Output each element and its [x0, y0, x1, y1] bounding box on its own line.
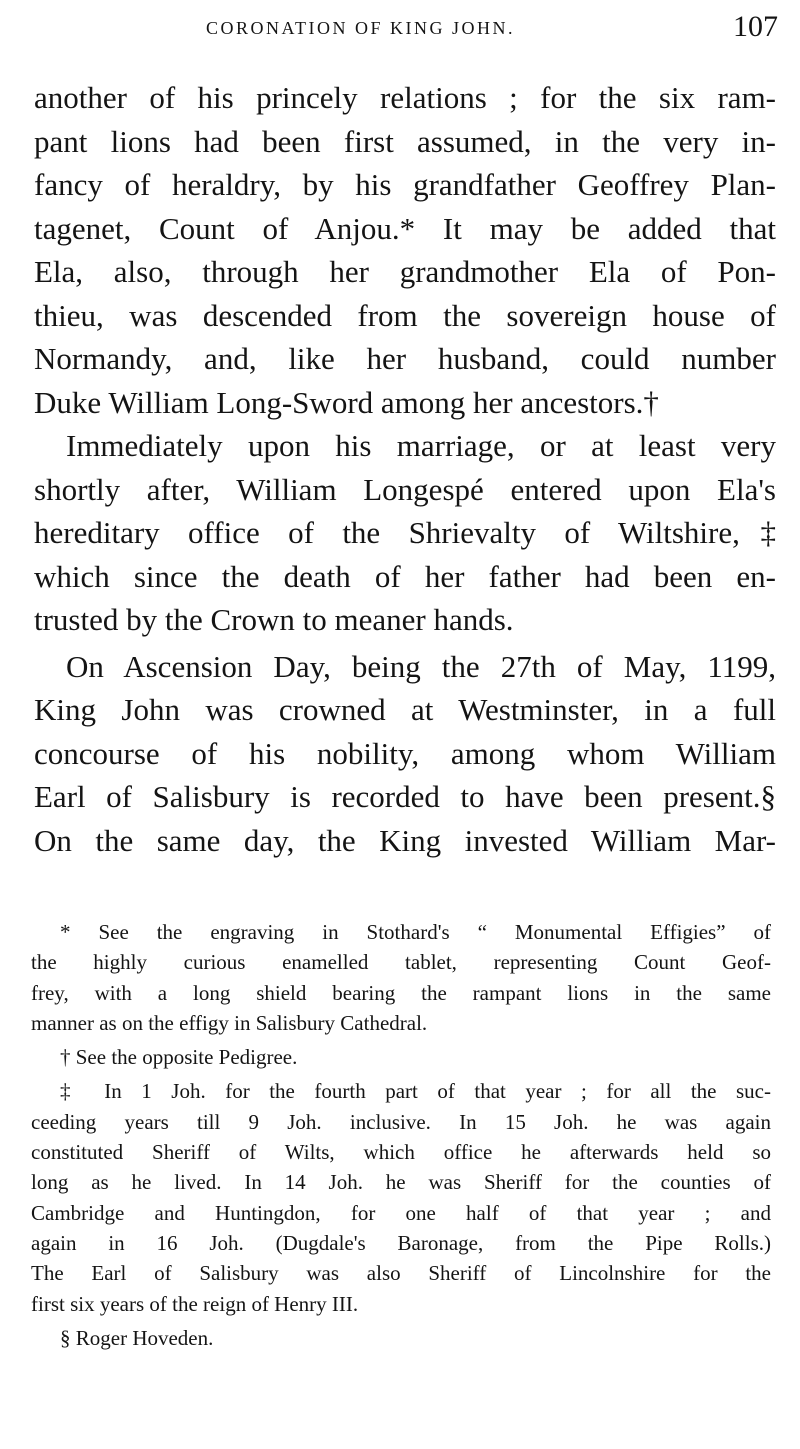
body-line: On the same day, the King invested William Mar- [34, 822, 776, 858]
footnote-line: the highly curious enamelled tablet, representing Count Geof- [31, 950, 771, 975]
body-line: King John was crowned at Westminster, in a full [34, 692, 776, 727]
body-line: Immediately upon his marriage, or at least very [66, 428, 776, 463]
footnote-line: † See the opposite Pedigree. [60, 1045, 298, 1070]
page-header [34, 8, 778, 44]
footnote-line: ‡ In 1 Joh. for the fourth part of that year ; for all the suc- [60, 1079, 771, 1104]
body-line: another of his princely relations ; for the six ram- [34, 80, 776, 115]
footnote-line: manner as on the effigy in Salisbury Cathedral. [31, 1010, 428, 1035]
footnote-line: ceeding years till 9 Joh. inclusive. In 15 Joh. he was again [31, 1109, 771, 1134]
body-line: concourse of his nobility, among whom William [34, 735, 776, 771]
footnote-line: constituted Sheriff of Wilts, which office he afterwards held so [31, 1140, 771, 1165]
body-line: which since the death of her father had been en- [34, 558, 776, 594]
footnote-line: § Roger Hoveden. [60, 1325, 214, 1350]
body-line: thieu, was descended from the sovereign house of [34, 297, 776, 333]
body-line: tagenet, Count of Anjou.* It may be added that [34, 210, 776, 246]
body-line: Ela, also, through her grandmother Ela of Pon- [34, 254, 776, 289]
body-line: On Ascension Day, being the 27th of May, 1199, [66, 648, 776, 684]
footnote-line: Cambridge and Huntingdon, for one half of that year ; and [31, 1200, 771, 1225]
footnote-line: again in 16 Joh. (Dugdale's Baronage, from the Pipe Rolls.) [31, 1230, 771, 1255]
body-line: hereditary office of the Shrievalty of Wiltshire,‡ [34, 515, 776, 550]
footnote-line: frey, with a long shield bearing the rampant lions in the same [31, 980, 771, 1005]
body-line: Earl of Salisbury is recorded to have been present.§ [34, 779, 776, 814]
body-line: shortly after, William Longespé entered upon Ela's [34, 471, 776, 507]
footnote-line: first six years of the reign of Henry III. [31, 1291, 359, 1316]
footnotes [31, 917, 771, 1353]
body-line: Duke William Long-Sword among her ancestors.† [34, 384, 659, 420]
footnote-line: * See the engraving in Stothard's “ Monumental Effigies” of [60, 920, 771, 944]
body-line: pant lions had been first assumed, in the very in- [34, 123, 776, 159]
footnote-line: The Earl of Salisbury was also Sheriff of Lincolnshire for the [31, 1261, 771, 1286]
footnote-line: long as he lived. In 14 Joh. he was Sheriff for the counties of [31, 1170, 771, 1195]
body-line: Normandy, and, like her husband, could number [34, 341, 776, 376]
body-line: trusted by the Crown to meaner hands. [34, 602, 514, 637]
body-text [34, 76, 776, 862]
body-line: fancy of heraldry, by his grandfather Geoffrey Plan- [34, 167, 776, 202]
page-number: 107 [733, 10, 778, 43]
running-head: CORONATION OF KING JOHN. [206, 18, 516, 38]
